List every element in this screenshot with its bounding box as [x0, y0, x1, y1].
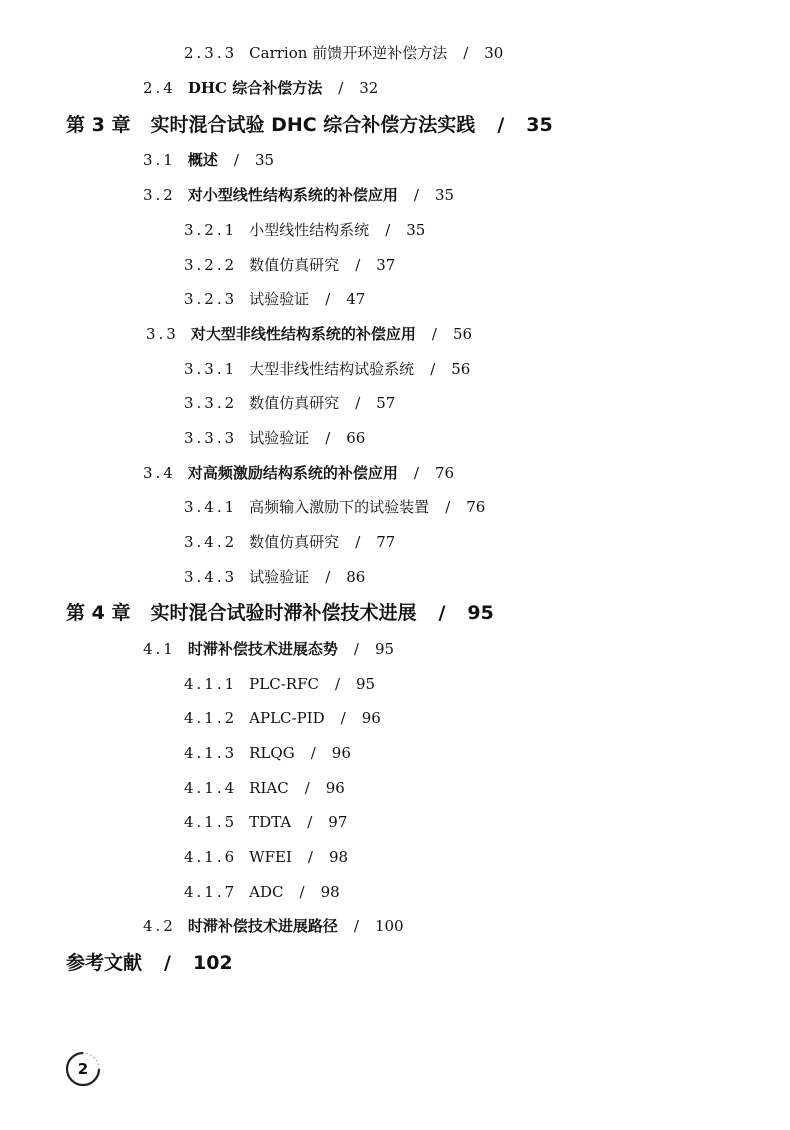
toc-entry-separator: /: [325, 429, 331, 447]
toc-entry-page: 98: [320, 883, 340, 901]
toc-entry-separator: /: [355, 533, 361, 551]
toc-entry-section: [143, 642, 394, 657]
toc-entry-page: 96: [361, 709, 381, 727]
toc-entry-separator: /: [353, 917, 359, 935]
toc-entry-page: 95: [356, 675, 376, 693]
toc-entry-title: 时滞补偿技术进展态势: [187, 640, 338, 658]
toc-entry-separator: /: [340, 709, 346, 727]
toc-entry-separator: /: [334, 675, 341, 693]
toc-entry-sub: [184, 535, 395, 550]
toc-entry-title: DHC 综合补偿方法: [187, 79, 323, 97]
toc-entry-separator: /: [355, 394, 361, 412]
toc-entry-title: 对大型非线性结构系统的补偿应用: [190, 325, 416, 343]
toc-entry-number: 3.2.3: [184, 290, 238, 308]
toc-entry-sub: [184, 885, 340, 900]
toc-entry-page: 102: [192, 952, 233, 974]
toc-entry-number: 4.1.7: [184, 883, 238, 901]
page-number-badge: [64, 1050, 102, 1088]
toc-entry-page: 96: [325, 779, 345, 797]
toc-entry-title: 大型非线性结构试验系统: [249, 360, 415, 378]
toc-entry-number: 4.1.3: [184, 744, 238, 762]
toc-entry-separator: /: [353, 640, 359, 658]
toc-entry-separator: /: [299, 883, 305, 901]
toc-entry-page: 96: [331, 744, 351, 762]
toc-entry-number: 3.4.2: [184, 533, 238, 551]
toc-entry-separator: /: [385, 221, 391, 239]
toc-entry-number: 3.4: [143, 464, 176, 482]
toc-entry-sub: [184, 46, 503, 61]
toc-entry-page: 95: [374, 640, 395, 658]
toc-entry-page: 37: [376, 256, 396, 274]
toc-entry-number: 4.1.1: [184, 675, 238, 693]
toc-entry-page: 76: [466, 498, 486, 516]
toc-entry-separator: /: [413, 186, 419, 204]
toc-entry-separator: /: [310, 744, 316, 762]
toc-entry-number: 第 3 章: [66, 114, 131, 136]
toc-entry-separator: /: [445, 498, 451, 516]
toc-entry-sub: [184, 362, 470, 377]
toc-entry-title: ADC: [249, 883, 284, 901]
toc-entry-sub: [184, 746, 351, 761]
toc-entry-title: 实时混合试验 DHC 综合补偿方法实践: [150, 114, 476, 136]
toc-entry-chapter: [66, 604, 494, 623]
toc-entry-number: 3.2.2: [184, 256, 238, 274]
toc-entry-title: 高频输入激励下的试验装置: [249, 498, 430, 516]
toc-entry-page: 35: [526, 114, 553, 136]
toc-entry-page: 56: [451, 360, 471, 378]
toc-entry-chapter: [66, 954, 233, 973]
toc-entry-title: 数值仿真研究: [249, 394, 340, 412]
toc-entry-number: 3.4.1: [184, 498, 238, 516]
toc-entry-title: APLC-PID: [249, 709, 325, 727]
toc-entry-sub: [184, 258, 395, 273]
toc-entry-separator: /: [307, 848, 313, 866]
toc-entry-number: 4.1.6: [184, 848, 238, 866]
toc-entry-title: 对小型线性结构系统的补偿应用: [187, 186, 398, 204]
toc-entry-title: 数值仿真研究: [249, 533, 340, 551]
toc-entry-title: 试验验证: [249, 290, 310, 308]
toc-entry-number: 4.1.4: [184, 779, 238, 797]
toc-entry-number: 4.2: [143, 917, 176, 935]
toc-entry-number: 4.1.5: [184, 813, 238, 831]
toc-entry-sub: [184, 431, 365, 446]
toc-entry-page: 86: [346, 568, 366, 586]
toc-entry-number: 第 4 章: [66, 602, 131, 624]
toc-entry-page: 35: [254, 151, 275, 169]
toc-entry-title: Carrion 前馈开环逆补偿方法: [249, 44, 448, 62]
toc-entry-sub: [184, 396, 395, 411]
toc-entry-page: 57: [376, 394, 396, 412]
toc-entry-number: 3.3.3: [184, 429, 238, 447]
toc-entry-number: 3.2.1: [184, 221, 238, 239]
toc-entry-page: 97: [328, 813, 348, 831]
toc-entry-separator: /: [431, 325, 437, 343]
toc-entry-sub: [184, 815, 347, 830]
toc-entry-page: 66: [346, 429, 366, 447]
toc-entry-title: 数值仿真研究: [249, 256, 340, 274]
toc-entry-number: 3.2: [143, 186, 176, 204]
toc-entry-sub: [184, 223, 425, 238]
toc-entry-number: 4.1.2: [184, 709, 238, 727]
toc-entry-page: 47: [346, 290, 366, 308]
toc-entry-title: PLC-RFC: [249, 675, 319, 693]
toc-entry-separator: /: [430, 360, 436, 378]
toc-entry-title: 时滞补偿技术进展路径: [187, 917, 338, 935]
toc-entry-page: 98: [328, 848, 349, 866]
toc-entry-page: 35: [406, 221, 426, 239]
toc-entry-separator: /: [463, 44, 469, 62]
toc-entry-title: WFEI: [249, 848, 292, 866]
toc-entry-sub: [184, 570, 365, 585]
toc-entry-page: 35: [434, 186, 455, 204]
toc-entry-section: [143, 153, 274, 168]
toc-entry-section: [143, 466, 454, 481]
toc-entry-page: 30: [484, 44, 504, 62]
toc-entry-page: 32: [359, 79, 379, 97]
toc-entry-title: 实时混合试验时滞补偿技术进展: [150, 602, 417, 624]
toc-entry-page: 100: [374, 917, 404, 935]
toc-entry-number: 3.3.2: [184, 394, 238, 412]
toc-entry-title: 试验验证: [249, 568, 310, 586]
toc-entry-separator: /: [325, 568, 331, 586]
toc-entry-separator: /: [497, 114, 505, 136]
toc-entry-chapter: [66, 116, 553, 135]
toc-entry-title: TDTA: [249, 813, 292, 831]
toc-entry-sub: [184, 500, 485, 515]
toc-entry-separator: /: [338, 79, 344, 97]
toc-entry-title: RIAC: [249, 779, 289, 797]
toc-entry-title: 对高频激励结构系统的补偿应用: [187, 464, 398, 482]
toc-entry-separator: /: [325, 290, 331, 308]
toc-entry-title: RLQG: [249, 744, 295, 762]
toc-entry-page: 95: [467, 602, 494, 624]
toc-entry-page: 77: [376, 533, 396, 551]
toc-entry-title: 试验验证: [249, 429, 310, 447]
toc-entry-sub: [184, 677, 375, 692]
toc-entry-separator: /: [164, 952, 171, 974]
page-number: 2: [77, 1060, 89, 1078]
toc-entry-number: 3.3: [146, 325, 179, 343]
toc-entry-number: 3.3.1: [184, 360, 238, 378]
toc-entry-separator: /: [304, 779, 310, 797]
toc-entry-separator: /: [413, 464, 419, 482]
toc-entry-section: [143, 188, 454, 203]
toc-entry-sub: [184, 292, 365, 307]
toc-entry-number: 3.4.3: [184, 568, 238, 586]
toc-entry-title: 小型线性结构系统: [249, 221, 370, 239]
toc-entry-section: [146, 327, 472, 342]
toc-entry-number: 4.1: [143, 640, 176, 658]
toc-entry-page: 76: [434, 464, 455, 482]
toc-entry-number: 2.4: [143, 79, 176, 97]
toc-entry-sub: [184, 781, 345, 796]
toc-entry-number: 2.3.3: [184, 44, 238, 62]
toc-entry-separator: /: [355, 256, 361, 274]
toc-entry-separator: /: [438, 602, 446, 624]
toc-entry-separator: /: [307, 813, 313, 831]
toc-entry-page: 56: [452, 325, 473, 343]
toc-entry-number: 3.1: [143, 151, 176, 169]
toc-entry-separator: /: [233, 151, 239, 169]
toc-entry-section: [143, 81, 378, 96]
toc-entry-title: 参考文献: [66, 952, 143, 974]
toc-entry-section: [143, 919, 404, 934]
toc-entry-sub: [184, 711, 381, 726]
toc-entry-sub: [184, 850, 348, 865]
toc-entry-title: 概述: [187, 151, 218, 169]
